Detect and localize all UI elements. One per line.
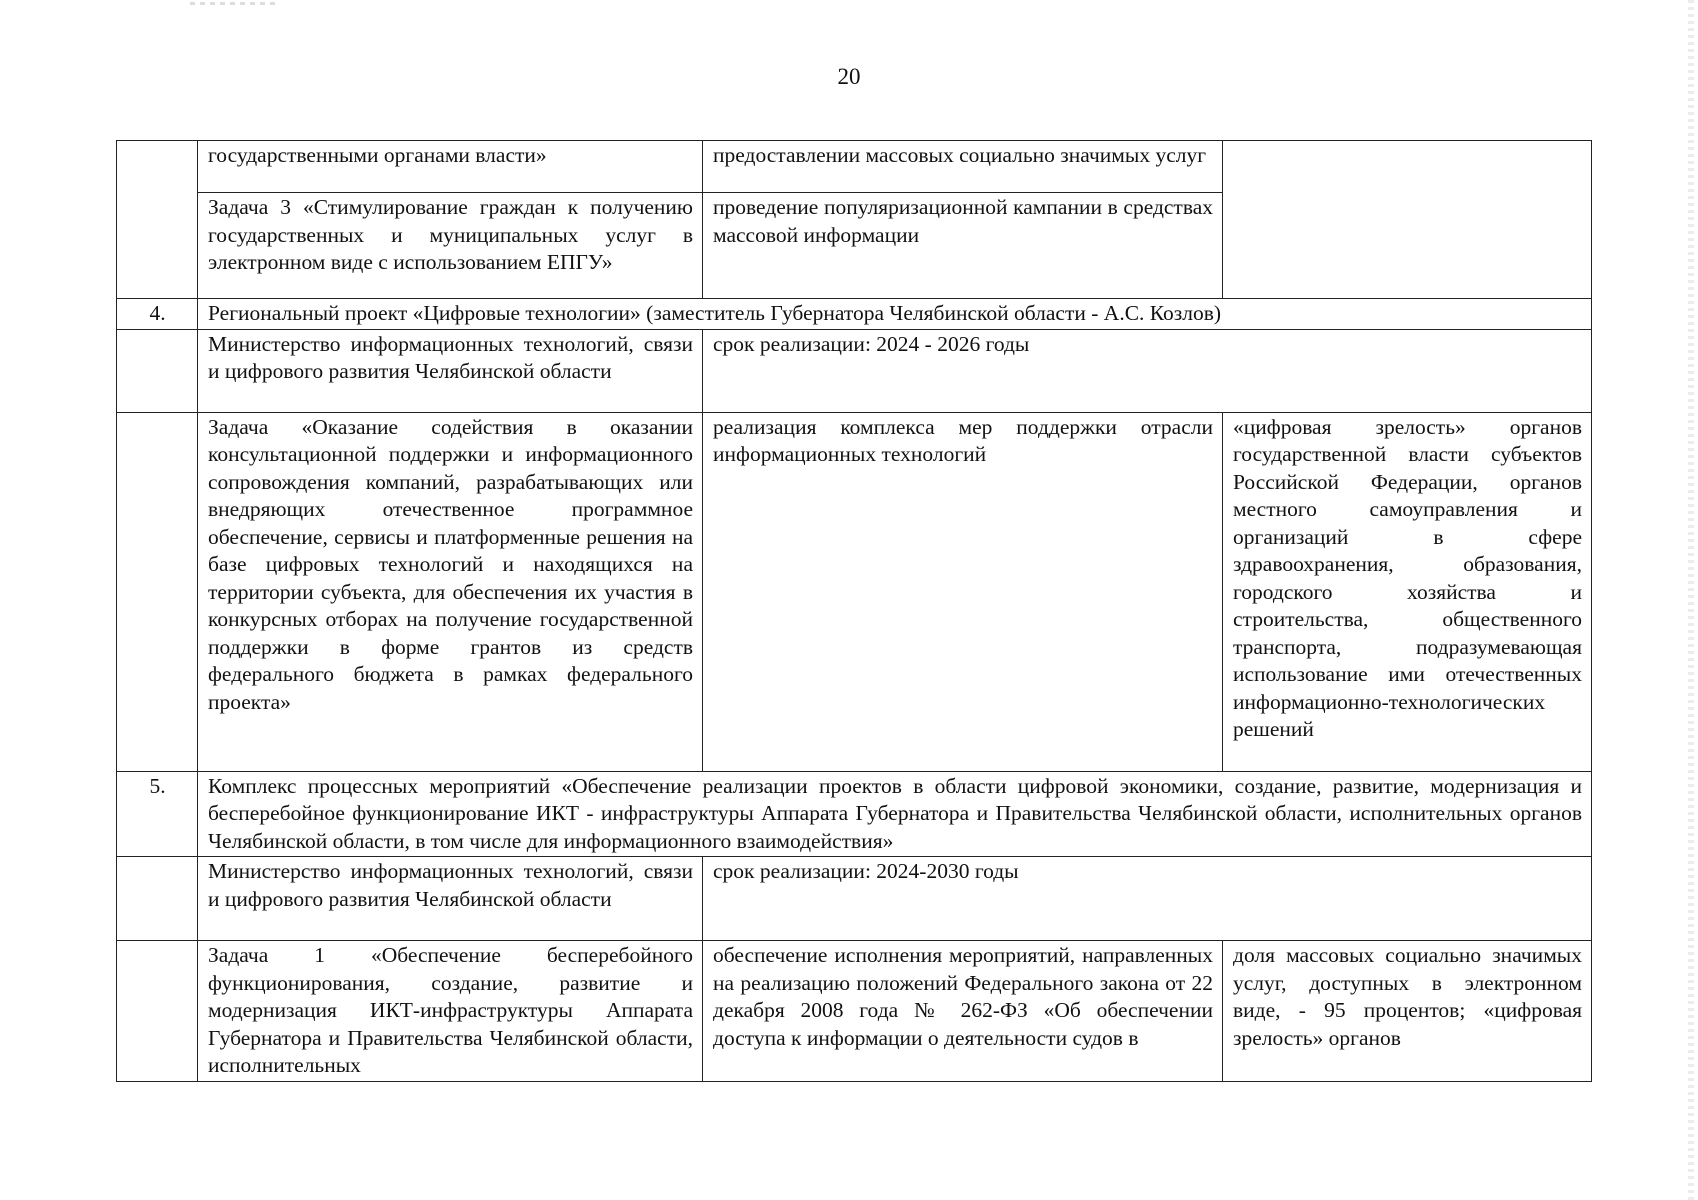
result-cell: реализация комплекса мер поддержки отрасли информационных технологий <box>703 412 1223 771</box>
complex-title: Комплекс процессных мероприятий «Обеспечение реализации проектов в области цифровой экономики, создание, развитие, модернизация и бесперебойное функционирование ИКТ - инфраструктуры Аппарата Губернатора и Правительства Челябинской области, исполнительных органов Челябинской области, в том числе для информационного взаимодействия» <box>198 771 1592 857</box>
row-number <box>117 141 198 299</box>
row-number: 4. <box>117 299 198 330</box>
row-number <box>117 941 198 1082</box>
row-number <box>117 412 198 771</box>
indicator-cell: доля массовых социально значимых услуг, доступных в электронном виде, - 95 процентов; «цифровая зрелость» органов <box>1223 941 1592 1082</box>
table-row <box>117 771 1592 857</box>
result-cell: проведение популяризационной кампании в средствах массовой информации <box>703 193 1223 299</box>
row-number <box>117 857 198 941</box>
task-cell: государственными органами власти» <box>198 141 703 193</box>
indicator-cell <box>1223 141 1592 299</box>
row-number: 5. <box>117 771 198 857</box>
task-cell: Задача 1 «Обеспечение бесперебойного функционирования, создание, развитие и модернизация ИКТ-инфраструктуры Аппарата Губернатора и Правительства Челябинской области, исполнительных <box>198 941 703 1082</box>
result-cell: обеспечение исполнения мероприятий, направленных на реализацию положений Федерального закона от 22 декабря 2008 года № 262-ФЗ «Об обеспечении доступа к информации о деятельности судов в <box>703 941 1223 1082</box>
table-row <box>117 412 1592 771</box>
term-cell: срок реализации: 2024 - 2026 годы <box>703 329 1592 412</box>
page-number: 20 <box>837 64 861 89</box>
indicator-cell: «цифровая зрелость» органов государственной власти субъектов Российской Федерации, органов местного самоуправления и организаций в сфере здравоохранения, образования, городского хозяйства и строительства, общественного транспорта, подразумевающая использование ими отечественных информационно-технологических решений <box>1223 412 1592 771</box>
table-row <box>117 299 1592 330</box>
project-title: Региональный проект «Цифровые технологии» (заместитель Губернатора Челябинской области - А.С. Козлов) <box>198 299 1592 330</box>
table-row <box>117 941 1592 1082</box>
scan-artifact-edge <box>1688 0 1694 1200</box>
table-row <box>117 329 1592 412</box>
task-cell: Задача «Оказание содействия в оказании консультационной поддержки и информационного сопровождения компаний, разрабатывающих или внедряющих отечественное программное обеспечение, сервисы и платформенные решения на базе цифровых технологий и находящихся на территории субъекта, для обеспечения их участия в конкурсных отборах на получение государственной поддержки в форме грантов из средств федерального бюджета в рамках федерального проекта» <box>198 412 703 771</box>
row-number <box>117 329 198 412</box>
table-row <box>117 857 1592 941</box>
task-cell: Задача 3 «Стимулирование граждан к получению государственных и муниципальных услуг в электронном виде с использованием ЕПГУ» <box>198 193 703 299</box>
table-row <box>117 141 1592 193</box>
program-structure-table <box>116 140 1592 1082</box>
result-cell: предоставлении массовых социально значимых услуг <box>703 141 1223 193</box>
term-cell: срок реализации: 2024-2030 годы <box>703 857 1592 941</box>
responsible-cell: Министерство информационных технологий, связи и цифрового развития Челябинской области <box>198 857 703 941</box>
scan-artifact-top <box>190 2 280 5</box>
responsible-cell: Министерство информационных технологий, связи и цифрового развития Челябинской области <box>198 329 703 412</box>
